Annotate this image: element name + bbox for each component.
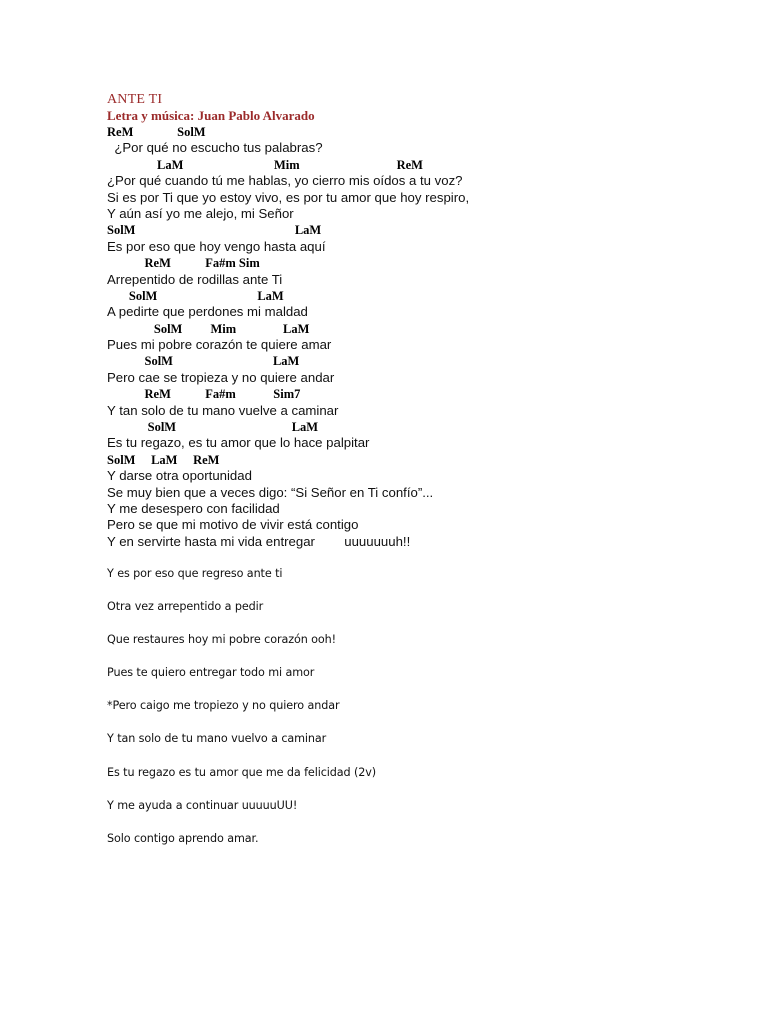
- chorus-line: Solo contigo aprendo amar.: [107, 831, 259, 845]
- chord-line: SolM LaM: [107, 288, 284, 303]
- lyric-line: Es tu regazo, es tu amor que lo hace palpitar: [107, 435, 370, 451]
- chord-line: LaM Mim ReM: [107, 157, 423, 172]
- chorus-line: Que restaures hoy mi pobre corazón ooh!: [107, 633, 337, 647]
- lyric-line: Y aún así yo me alejo, mi Señor: [107, 205, 294, 221]
- lyric-line: Pero cae se tropieza y no quiere andar: [107, 369, 335, 385]
- chorus-line: Otra vez arrepentido a pedir: [107, 600, 264, 614]
- chord-line: ReM Fa#m Sim7: [107, 387, 301, 402]
- lyric-line: Pero se que mi motivo de vivir está contigo: [107, 517, 359, 533]
- lyric-line: A pedirte que perdones mi maldad: [107, 304, 308, 320]
- song-credit: Letra y música: Juan Pablo Alvarado: [107, 108, 315, 123]
- lyric-line: Es por eso que hoy vengo hasta aquí: [107, 238, 326, 254]
- chord-line: ReM Fa#m Sim: [107, 256, 260, 271]
- chord-line: SolM LaM: [107, 354, 300, 369]
- chorus-line: Y es por eso que regreso ante ti: [107, 567, 283, 580]
- chorus-line: Pues te quiero entregar todo mi amor: [107, 666, 315, 680]
- lyric-line: Y tan solo de tu mano vuelve a caminar: [107, 402, 339, 418]
- lyric-line: Si es por Ti que yo estoy vivo, es por tu amor que hoy respiro,: [107, 189, 470, 205]
- chord-line: SolM Mim LaM: [107, 321, 310, 336]
- chorus-line: *Pero caigo me tropiezo y no quiero andar: [107, 699, 340, 713]
- chord-line: ReM SolM: [107, 125, 206, 139]
- song-title: ANTE TI: [107, 92, 163, 107]
- chorus-section: [107, 566, 727, 864]
- lyric-line: Se muy bien que a veces digo: “Si Señor en Ti confío”...: [107, 484, 434, 500]
- lyric-line: ¿Por qué cuando tú me hablas, yo cierro mis oídos a tu voz?: [107, 173, 463, 189]
- chord-line: SolM LaM ReM: [107, 452, 220, 467]
- lyric-line: Y en servirte hasta mi vida entregar uuuuuuuh!!: [107, 533, 411, 549]
- chord-line: SolM LaM: [107, 223, 322, 238]
- chorus-line: Y tan solo de tu mano vuelvo a caminar: [107, 732, 327, 746]
- song-body: [107, 124, 747, 550]
- lyric-line: ¿Por qué no escucho tus palabras?: [107, 140, 323, 156]
- chorus-line: Y me ayuda a continuar uuuuuUU!: [107, 798, 298, 812]
- chorus-line: Es tu regazo es tu amor que me da felicidad (2v): [107, 765, 377, 779]
- lyric-line: Pues mi pobre corazón te quiere amar: [107, 337, 332, 353]
- chord-line: SolM LaM: [107, 420, 319, 435]
- lyric-line: Arrepentido de rodillas ante Ti: [107, 271, 283, 287]
- lyric-line: Y darse otra oportunidad: [107, 468, 252, 484]
- lyric-line: Y me desespero con facilidad: [107, 500, 280, 516]
